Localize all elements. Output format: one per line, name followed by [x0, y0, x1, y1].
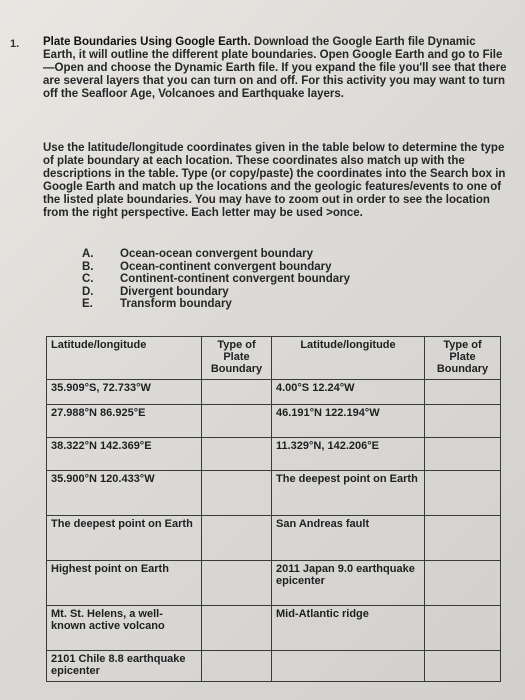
table-header-row — [47, 337, 501, 380]
question-intro-text: Download the Google Earth file Dynamic Earth, it will outline the different plate boundaries. Open Google Earth and go to File—Open and choose the Dynamic Earth file. If you expand the file you'll see that there are several layers that you can turn on and off. For this activity you may want to turn off the Seafloor Age, Volcanoes and Earthquake layers. — [43, 36, 507, 100]
table-row — [47, 516, 501, 561]
table-row — [47, 405, 501, 438]
table-row — [47, 606, 501, 651]
answer-cell[interactable] — [425, 651, 501, 682]
choice-e: E. Transform boundary — [82, 298, 232, 310]
answer-cell[interactable] — [202, 471, 272, 516]
cell-location: 27.988°N 86.925°E — [47, 405, 202, 438]
cell-location: 4.00°S 12.24°W — [272, 380, 425, 405]
header-latlong-1: Latitude/longitude — [47, 337, 202, 380]
table-row — [47, 561, 501, 606]
table-row — [47, 380, 501, 405]
answer-cell[interactable] — [202, 405, 272, 438]
answer-cell[interactable] — [202, 380, 272, 405]
cell-location — [272, 651, 425, 682]
plate-boundary-table — [46, 336, 501, 682]
cell-location: 11.329°N, 142.206°E — [272, 438, 425, 471]
table-row — [47, 471, 501, 516]
question-number: 1. — [10, 38, 20, 50]
cell-location: 2011 Japan 9.0 earthquake epicenter — [272, 561, 425, 606]
cell-location: 2101 Chile 8.8 earthquake epicenter — [47, 651, 202, 682]
answer-cell[interactable] — [202, 651, 272, 682]
cell-location: San Andreas fault — [272, 516, 425, 561]
answer-cell[interactable] — [425, 516, 501, 561]
cell-location: The deepest point on Earth — [272, 471, 425, 516]
answer-cell[interactable] — [202, 606, 272, 651]
cell-location: Highest point on Earth — [47, 561, 202, 606]
cell-location: The deepest point on Earth — [47, 516, 202, 561]
choice-c: C. Continent-continent convergent boundary — [82, 273, 350, 285]
header-latlong-2: Latitude/longitude — [272, 337, 425, 380]
table-row — [47, 438, 501, 471]
table-row — [47, 651, 501, 682]
cell-location: Mt. St. Helens, a well-known active volcano — [47, 606, 202, 651]
question-instructions: Use the latitude/longitude coordinates given in the table below to determine the type of plate boundary at each location. These coordinates also match up with the descriptions in the table. Type (or copy/paste) the coordinates into the Search box in Google Earth and match up the locations and the geologic features/events to one of the listed plate boundaries. You may have to zoom out in order to see the location from the right perspective. Each letter may be used >once. — [43, 142, 506, 219]
cell-location: 46.191°N 122.194°W — [272, 405, 425, 438]
answer-cell[interactable] — [202, 561, 272, 606]
cell-location: 35.909°S, 72.733°W — [47, 380, 202, 405]
header-type-1: Type of Plate Boundary — [202, 337, 272, 380]
choice-d: D. Divergent boundary — [82, 285, 229, 298]
cell-location: Mid-Atlantic ridge — [272, 606, 425, 651]
answer-cell[interactable] — [425, 606, 501, 651]
choice-a: A. Ocean-ocean convergent boundary — [82, 248, 313, 260]
answer-cell[interactable] — [425, 471, 501, 516]
boundary-choices — [82, 248, 350, 311]
question-intro — [43, 36, 508, 101]
answer-cell[interactable] — [425, 380, 501, 405]
answer-cell[interactable] — [425, 438, 501, 471]
question-title: Plate Boundaries Using Google Earth. — [43, 36, 251, 48]
header-type-2: Type of Plate Boundary — [425, 337, 501, 380]
choice-b: B. Ocean-continent convergent boundary — [82, 260, 332, 273]
answer-cell[interactable] — [425, 561, 501, 606]
cell-location: 38.322°N 142.369°E — [47, 438, 202, 471]
cell-location: 35.900°N 120.433°W — [47, 471, 202, 516]
answer-cell[interactable] — [425, 405, 501, 438]
answer-cell[interactable] — [202, 516, 272, 561]
answer-cell[interactable] — [202, 438, 272, 471]
